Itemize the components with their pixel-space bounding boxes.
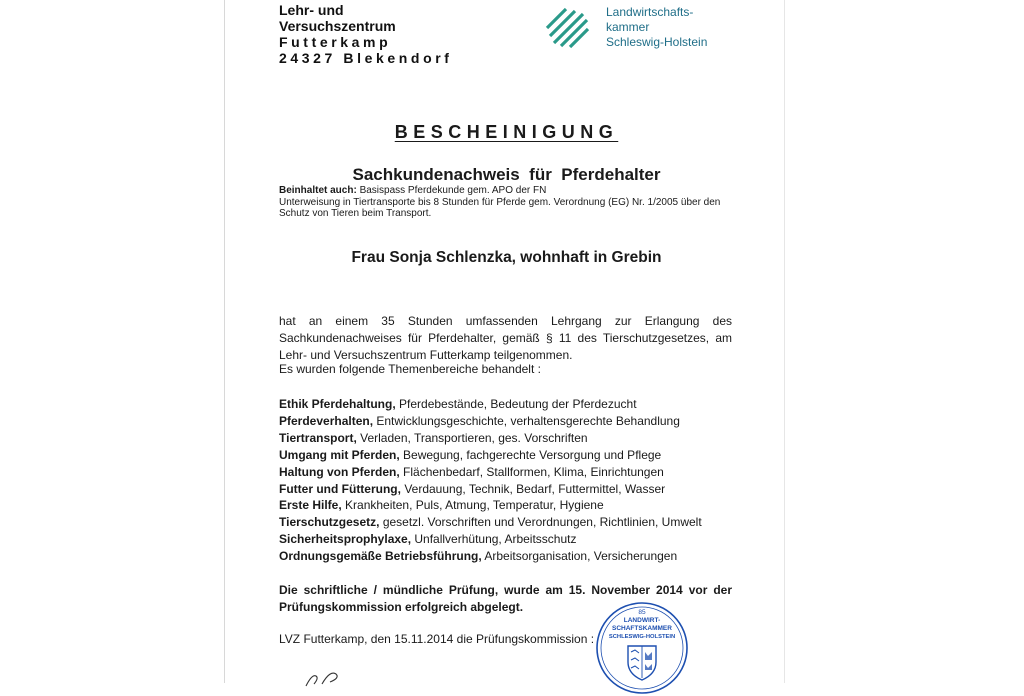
topics-intro: Es wurden folgende Themenbereiche behandelt : [279,362,541,376]
topic-text: Krankheiten, Puls, Atmung, Temperatur, Hygiene [341,498,604,513]
recipient-name: Frau Sonja Schlenzka, wohnhaft in Grebin [351,249,662,266]
stamp-line-1: 85 [638,609,646,616]
topic-item [279,464,702,481]
org-line-2: kammer [606,20,650,34]
topic-text: Flächenbedarf, Stallformen, Klima, Einrichtungen [399,464,664,479]
topic-text: Entwicklungsgeschichte, verhaltensgerechte Behandlung [373,413,680,428]
stamp-line-2: LANDWIRT- [623,617,661,624]
topic-text: gesetzl. Vorschriften und Verordnungen, Richtlinien, Umwelt [379,515,702,530]
topic-label: Sicherheitsprophylaxe, [279,532,412,547]
topic-text: Verladen, Transportieren, ges. Vorschriften [356,430,588,445]
topic-label: Tiertransport, [279,430,357,445]
page-edge-right [784,0,785,683]
topic-item [279,447,702,464]
topic-text: Unfallverhütung, Arbeitsschutz [411,532,577,547]
org-line-3: Schleswig-Holstein [606,35,708,49]
sender-line-2: Versuchszentrum [279,18,396,34]
chamber-logo-icon [544,6,590,50]
topic-item [279,548,702,565]
course-paragraph: hat an einem 35 Stunden umfassenden Lehrgang zur Erlangung des Sachkundenachweises für Pferdehalter, gemäß § 11 des Tierschutzgesetzes, am Lehr- und Versuchszentrum Futterkamp teilgenommen. [279,314,732,362]
page-edge-left [224,0,225,683]
topic-item [279,396,702,413]
topic-label: Pferdeverhalten, [279,413,374,428]
topic-item [279,531,702,548]
topic-label: Haltung von Pferden, [279,464,400,479]
topic-item [279,413,702,430]
org-line-1: Landwirtschafts- [606,5,694,19]
includes-label: Beinhaltet auch: [279,185,357,196]
includes-block [279,185,734,220]
topic-text: Bewegung, fachgerechte Versorgung und Pflege [399,447,662,462]
signature-line: LVZ Futterkamp, den 15.11.2014 die Prüfungskommission : [279,632,595,646]
topic-item [279,497,702,514]
topic-label: Ordnungsgemäße Betriebsführung, [279,549,482,564]
topic-item [279,514,702,531]
includes-line-2: Unterweisung in Tiertransporte bis 8 Stunden für Pferde gem. Verordnung (EG) Nr. 1/2005 über den Schutz von Tieren beim Transport. [279,196,721,219]
sender-line-3: Futterkamp [279,34,392,50]
topic-text: Verdauung, Technik, Bedarf, Futtermittel, Wasser [400,481,666,496]
stamp-line-3: SCHAFTSKAMMER [612,625,672,632]
signature-icon [302,668,362,688]
topic-item [279,481,702,498]
official-stamp-icon [594,600,690,696]
sender-line-4: 24327 Blekendorf [279,50,453,66]
exam-statement: Die schriftliche / mündliche Prüfung, wurde am 15. November 2014 vor der Prüfungskommission erfolgreich abgelegt. [279,583,732,614]
stamp-line-4: SCHLESWIG-HOLSTEIN [608,634,676,640]
topics-list [279,396,702,565]
topic-label: Umgang mit Pferden, [279,447,400,462]
organization-name [606,5,707,50]
includes-line-1: Basispass Pferdekunde gem. APO der FN [359,185,547,196]
document-subtitle: Sachkundenachweis für Pferdehalter [352,165,661,184]
topic-text: Pferdebestände, Bedeutung der Pferdezucht [395,397,637,411]
topic-label: Tierschutzgesetz, [279,515,380,530]
topic-label: Ethik Pferdehaltung, [279,397,396,411]
sender-line-1: Lehr- und [279,2,344,18]
topic-label: Erste Hilfe, [279,498,342,513]
sender-address [279,2,453,66]
topic-text: Arbeitsorganisation, Versicherungen [481,549,678,564]
document-title: BESCHEINIGUNG [394,122,619,142]
topic-item [279,430,702,447]
topic-label: Futter und Fütterung, [279,481,401,496]
